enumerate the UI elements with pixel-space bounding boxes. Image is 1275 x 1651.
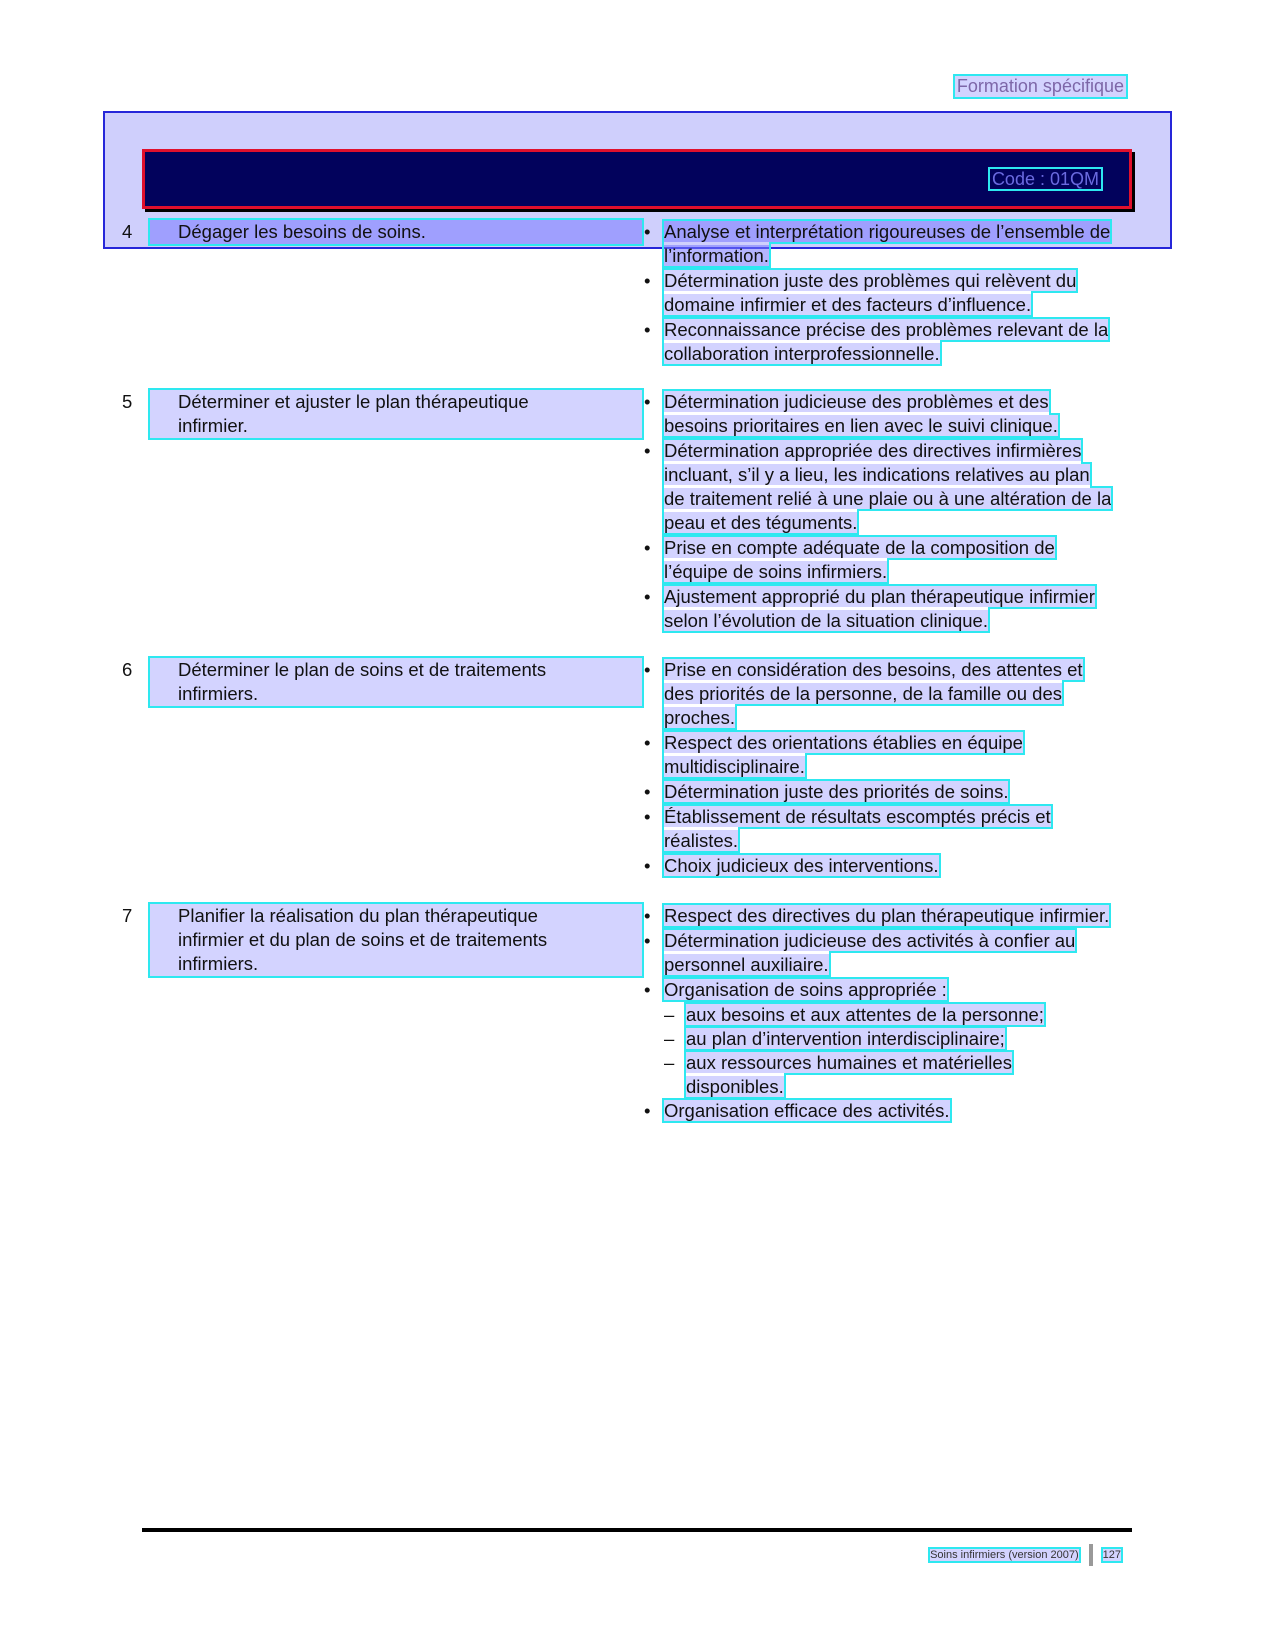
criterion-item — [644, 854, 1114, 878]
criterion-text: Organisation efficace des activités. — [664, 1100, 950, 1121]
bullet-icon: • — [644, 732, 651, 753]
footer — [930, 1544, 1121, 1566]
bullet-icon: • — [644, 586, 651, 607]
dash-icon: – — [664, 1028, 675, 1049]
title-bar — [142, 149, 1132, 209]
competency-title — [122, 658, 642, 706]
competency-title-line: infirmiers. — [178, 683, 259, 704]
competency-title-line: Déterminer le plan de soins et de traitements — [178, 659, 547, 680]
competency-number: 5 — [122, 391, 133, 412]
criterion-item — [644, 318, 1114, 366]
competency-title — [122, 904, 642, 976]
criterion-text: Prise en considération des besoins, des attentes et des priorités de la personne, de la famille ou des proches. — [664, 659, 1083, 728]
criterion-item — [644, 904, 1114, 928]
competency-title — [122, 390, 642, 438]
bullet-icon: • — [644, 979, 651, 1000]
criterion-item — [644, 780, 1114, 804]
footer-separator — [1089, 1544, 1093, 1566]
criterion-item — [644, 929, 1114, 977]
bullet-icon: • — [644, 537, 651, 558]
criterion-text: Analyse et interprétation rigoureuses de l’ensemble de l’information. — [664, 221, 1111, 266]
criterion-text: Choix judicieux des interventions. — [664, 855, 939, 876]
bullet-icon: • — [644, 855, 651, 876]
criteria-list — [644, 220, 1114, 367]
competency-title-line: infirmiers. — [178, 953, 259, 974]
competency-title-line: infirmier et du plan de soins et de traitements — [178, 929, 548, 950]
criterion-text: Reconnaissance précise des problèmes relevant de la collaboration interprofessionnelle. — [664, 319, 1109, 364]
sub-list — [664, 1003, 1114, 1099]
page-number: 127 — [1102, 1548, 1121, 1561]
footer-rule — [142, 1528, 1132, 1532]
bullet-icon: • — [644, 781, 651, 802]
section-label: Formation spécifique — [956, 76, 1124, 96]
bullet-icon: • — [644, 659, 651, 680]
sub-item — [664, 1027, 1114, 1051]
competency-title-line: infirmier. — [178, 415, 248, 436]
sub-item-text: aux ressources humaines et matérielles disponibles. — [686, 1052, 1012, 1097]
competency-title-line: Déterminer et ajuster le plan thérapeutique — [178, 391, 529, 412]
competency-title — [122, 220, 642, 244]
criteria-list — [644, 904, 1114, 1124]
bullet-icon: • — [644, 806, 651, 827]
dash-icon: – — [664, 1004, 675, 1025]
bullet-icon: • — [644, 930, 651, 951]
criterion-text: Détermination judicieuse des problèmes et des besoins prioritaires en lien avec le suivi clinique. — [664, 391, 1058, 436]
criterion-item — [644, 978, 1114, 1002]
sub-item — [664, 1051, 1114, 1099]
criterion-text: Ajustement approprié du plan thérapeutique infirmier selon l’évolution de la situation clinique. — [664, 586, 1095, 631]
criterion-text: Respect des directives du plan thérapeutique infirmier. — [664, 905, 1110, 926]
sub-item-text: au plan d’intervention interdisciplinaire; — [686, 1028, 1005, 1049]
competency-number: 7 — [122, 905, 133, 926]
criterion-item — [644, 1099, 1114, 1123]
criterion-item — [644, 220, 1114, 268]
criterion-item — [644, 439, 1114, 535]
bullet-icon: • — [644, 221, 651, 242]
competency-number: 4 — [122, 221, 133, 242]
criterion-item — [644, 805, 1114, 853]
bullet-icon: • — [644, 319, 651, 340]
sub-item — [664, 1003, 1114, 1027]
criterion-text: Détermination judicieuse des activités à confier au personnel auxiliaire. — [664, 930, 1076, 975]
bullet-icon: • — [644, 440, 651, 461]
criterion-item — [644, 390, 1114, 438]
criterion-text: Détermination appropriée des directives infirmières incluant, s’il y a lieu, les indications relatives au plan de traitement relié à une plaie ou à une altération de la peau et des téguments. — [664, 440, 1112, 533]
competency-title-line: Planifier la réalisation du plan thérapeutique — [178, 905, 538, 926]
criterion-text: Établissement de résultats escomptés précis et réalistes. — [664, 806, 1051, 851]
criterion-text: Respect des orientations établies en équipe multidisciplinaire. — [664, 732, 1023, 777]
criterion-item — [644, 536, 1114, 584]
bullet-icon: • — [644, 391, 651, 412]
criterion-item — [644, 585, 1114, 633]
criteria-list — [644, 658, 1114, 879]
criterion-item — [644, 269, 1114, 317]
course-code-text: Code : 01QM — [991, 169, 1099, 189]
competency-title-line: Dégager les besoins de soins. — [178, 221, 426, 242]
footer-doc-title: Soins infirmiers (version 2007) — [930, 1548, 1079, 1561]
dash-icon: – — [664, 1052, 675, 1073]
criterion-text: Prise en compte adéquate de la composition de l’équipe de soins infirmiers. — [664, 537, 1055, 582]
criterion-text: Détermination juste des priorités de soins. — [664, 781, 1009, 802]
criterion-item — [644, 731, 1114, 779]
course-code — [990, 169, 1101, 190]
criterion-item — [644, 658, 1114, 730]
criterion-text: Détermination juste des problèmes qui relèvent du domaine infirmier et des facteurs d’influence. — [664, 270, 1077, 315]
sub-item-text: aux besoins et aux attentes de la personne; — [686, 1004, 1044, 1025]
competency-number: 6 — [122, 659, 133, 680]
criteria-list — [644, 390, 1114, 634]
criterion-text: Organisation de soins appropriée : — [664, 979, 947, 1000]
bullet-icon: • — [644, 270, 651, 291]
bullet-icon: • — [644, 1100, 651, 1121]
bullet-icon: • — [644, 905, 651, 926]
